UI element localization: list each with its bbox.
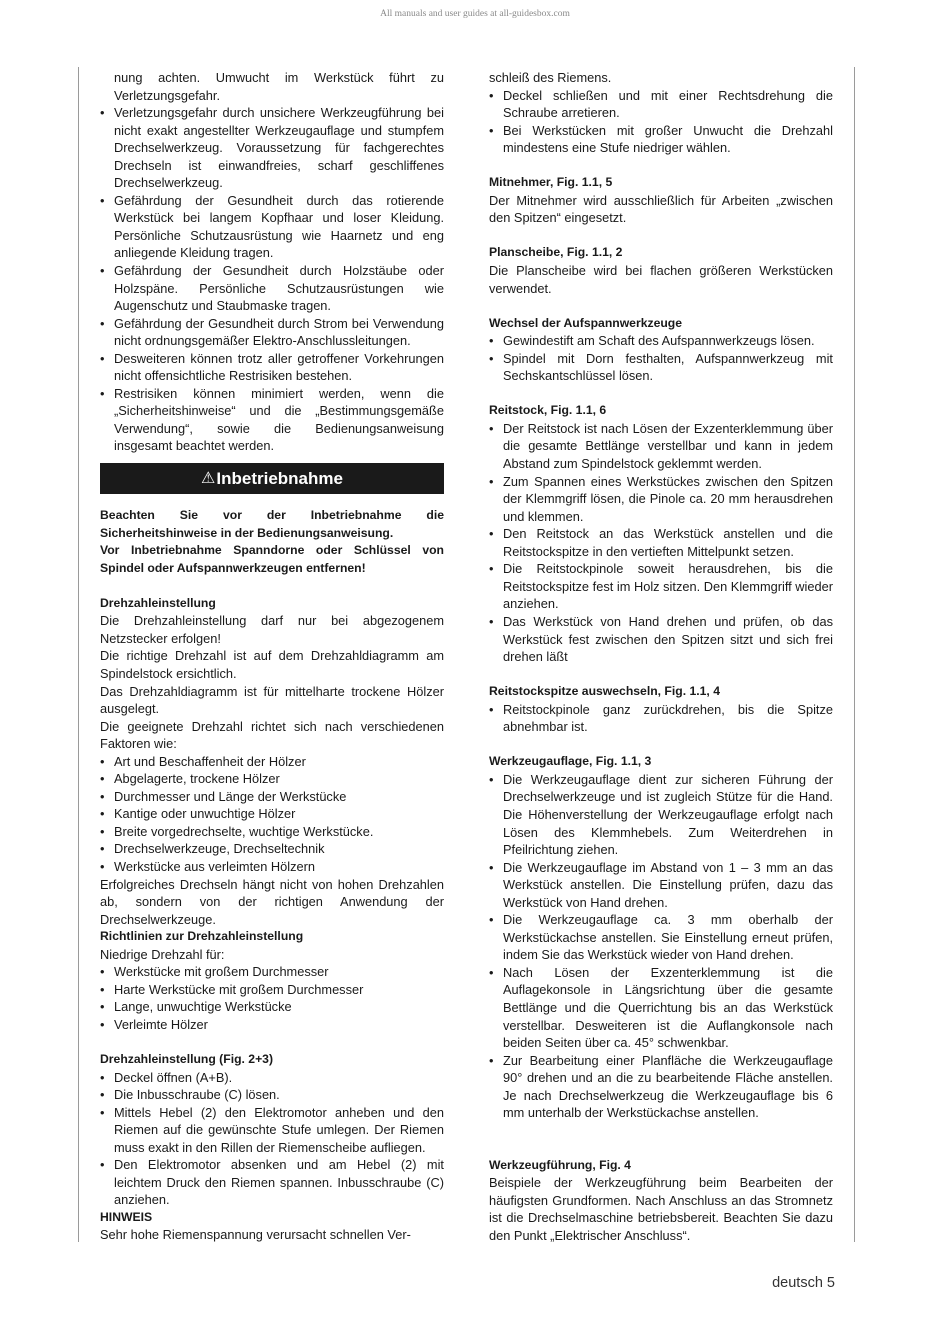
list-item: • Werkstücke mit großem Durchmesser <box>100 963 444 981</box>
intro-continuation: nung achten. Umwucht im Werkstück führt zu Verletzungsgefahr. <box>114 70 444 103</box>
list-item: • Der Reitstock ist nach Lösen der Exzenterklemmung über die gesamte Bettlänge verstellbar und kann in jedem Abstand zum Spindelstock geklemmt werden. <box>489 420 833 473</box>
section-heading: Mitnehmer, Fig. 1.1, 5 <box>489 175 613 190</box>
right-column <box>489 69 833 1245</box>
reitstock-list <box>489 420 833 666</box>
list-item: • Die Reitstockpinole soweit herausdrehen, bis die Reitstockspitze fest im Holz sitzen. Den Klemmgriff wieder anziehen. <box>489 560 833 613</box>
list-item: • Spindel mit Dorn festhalten, Aufspannwerkzeug mit Sechskantschlüssel lösen. <box>489 350 833 385</box>
speed-steps-list <box>100 1069 444 1209</box>
spitze-list <box>489 701 833 736</box>
section-heading: Reitstock, Fig. 1.1, 6 <box>489 403 607 418</box>
list-item: • Reitstockpinole ganz zurückdrehen, bis die Spitze abnehmbar ist. <box>489 701 833 736</box>
list-item: • Harte Werkstücke mit großem Durchmesser <box>100 981 444 999</box>
section-heading: Richtlinien zur Drehzahleinstellung <box>100 929 304 944</box>
list-item: • Lange, unwuchtige Werkstücke <box>100 998 444 1016</box>
paragraph: Der Mitnehmer wird ausschließlich für Arbeiten „zwischen den Spitzen“ eingesetzt. <box>489 192 833 226</box>
auflage-list <box>489 771 833 1122</box>
safety-note: Beachten Sie vor der Inbetriebnahme die Sicherheitshinweise in der Bedienungsanweisung. <box>100 508 444 540</box>
hint-heading: HINWEIS <box>100 1209 153 1224</box>
page-number: deutsch 5 <box>772 1275 835 1291</box>
paragraph: Beispiele der Werkzeugführung beim Bearbeiten der häufigsten Grundformen. Nach Anschluss an das Stromnetz ist die Drechselmaschine betriebsbereit. Beachten Sie dazu den Punkt „Elektrischer Anschluss“. <box>489 1175 833 1243</box>
paragraph: Das Drehzahldiagramm ist für mittelharte trockene Hölzer ausgelegt. <box>100 683 444 717</box>
list-item: • Zur Bearbeitung einer Planfläche die Werkzeugauflage 90° drehen und an die zu bearbeitende Fläche anstellen. Je nach Drechselwerkzeug die Werkzeugauflage bis 6 mm unterhalb der Werkstückachse anstellen. <box>489 1052 833 1122</box>
factor-list <box>100 753 444 876</box>
paragraph: Die Drehzahleinstellung darf nur bei abgezogenem Netzstecker erfolgen! <box>100 613 444 646</box>
paragraph: Die richtige Drehzahl ist auf dem Drehzahldiagramm am Spindelstock ersichtlich. <box>100 648 444 681</box>
list-item: • Die Inbusschraube (C) lösen. <box>100 1086 444 1104</box>
list-item: • Deckel öffnen (A+B). <box>100 1069 444 1087</box>
list-item: • Gefährdung der Gesundheit durch das rotierende Werkstück bei langem Kopfhaar und loser Kleidung. Persönliche Schutzausrüstung wie Haarnetz und eng anliegende Kleidung tragen. <box>100 192 444 262</box>
paragraph: Die geeignete Drehzahl richtet sich nach verschiedenen Faktoren wie: <box>100 718 444 752</box>
list-item: • Gewindestift am Schaft des Aufspannwerkzeugs lösen. <box>489 332 833 350</box>
section-heading: Wechsel der Aufspannwerkzeuge <box>489 315 683 330</box>
list-item: • Gefährdung der Gesundheit durch Holzstäube oder Holzspäne. Persönliche Schutzausrüstungen wie Augenschutz und Staubmaske tragen. <box>100 262 444 315</box>
list-item: • Durchmesser und Länge der Werkstücke <box>100 788 444 806</box>
paragraph: schleiß des Riemens. <box>489 70 612 85</box>
list-item: • Nach Lösen der Exzenterklemmung ist die Auflagekonsole in Längsrichtung über die gesamte Bettlänge und die Querrichtung bis an das Werkstück verstellbar. Desweiteren ist die Auflangkonsole nach beiden Seiten über ca. 45° schwenkbar. <box>489 964 833 1052</box>
risk-list <box>100 104 444 455</box>
list-item: • Die Werkzeugauflage ca. 3 mm oberhalb der Werkstückachse anstellen. Sie Einstellung erneut prüfen, indem Sie das Werkstück wieder von Hand drehen. <box>489 911 833 964</box>
list-item: • Kantige oder unwuchtige Hölzer <box>100 805 444 823</box>
right-margin-rule <box>854 67 855 1242</box>
list-item: • Das Werkstück von Hand drehen und prüfen, ob das Werkstück fest zwischen den Spitzen sitzt und sich frei drehen läßt <box>489 613 833 666</box>
section-heading: Drehzahleinstellung <box>100 595 216 610</box>
section-heading: Drehzahleinstellung (Fig. 2+3) <box>100 1051 274 1066</box>
list-item: • Restrisiken können minimiert werden, wenn die „Sicherheitshinweise“ und die „Bestimmungsgemäße Verwendung“, sowie die Bedienungsanweisung insgesamt beachtet werden. <box>100 385 444 455</box>
paragraph: Niedrige Drehzahl für: <box>100 946 225 962</box>
list-item: • Den Elektromotor absenken und am Hebel (2) mit leichtem Druck den Riemen spannen. Inbusschraube (C) anziehen. <box>100 1156 444 1209</box>
paragraph: Sehr hohe Riemenspannung verursacht schnellen Ver- <box>100 1227 411 1243</box>
list-item: • Bei Werkstücken mit großer Unwucht die Drehzahl mindestens eine Stufe niedriger wählen. <box>489 122 833 157</box>
list-item: • Die Werkzeugauflage im Abstand von 1 – 3 mm an das Werkstück anstellen. Die Einstellung prüfen, dazu das Werkstück von Hand drehen. <box>489 859 833 912</box>
list-item: • Zum Spannen eines Werkstückes zwischen den Spitzen der Klemmgriff lösen, die Pinole ca. 20 mm herausdrehen und klemmen. <box>489 473 833 526</box>
paragraph: Die Planscheibe wird bei flachen größeren Werkstücken verwendet. <box>489 263 833 296</box>
left-column <box>100 69 444 1244</box>
left-margin-rule <box>78 67 79 1242</box>
warning-icon: ⚠ <box>201 469 216 487</box>
section-heading: Werkzeugauflage, Fig. 1.1, 3 <box>489 754 652 769</box>
list-item: • Den Reitstock an das Werkstück anstellen und die Reitstockspitze in den vertieften Mittelpunkt setzen. <box>489 525 833 560</box>
list-item: • Abgelagerte, trockene Hölzer <box>100 770 444 788</box>
list-item: • Desweiteren können trotz aller getroffener Vorkehrungen nicht offensichtliche Restrisiken bestehen. <box>100 350 444 385</box>
wechsel-list <box>489 332 833 385</box>
low-speed-list <box>100 963 444 1033</box>
paragraph: Erfolgreiches Drechseln hängt nicht von hohen Drehzahlen ab, sondern von der richtigen Anwendung der Drechselwerkzeuge. <box>100 876 444 927</box>
section-heading: Reitstockspitze auswechseln, Fig. 1.1, 4 <box>489 684 720 699</box>
list-item: • Art und Beschaffenheit der Hölzer <box>100 753 444 771</box>
watermark: All manuals and user guides at all-guidesbox.com <box>380 9 570 19</box>
list-item: • Verleimte Hölzer <box>100 1016 444 1034</box>
list-item: • Mittels Hebel (2) den Elektromotor anheben und den Riemen auf die gewünschte Stufe umlegen. Der Riemen muss exakt in den Rillen der Riemenscheibe aufliegen. <box>100 1104 444 1157</box>
section-heading: Werkzeugführung, Fig. 4 <box>489 1157 631 1172</box>
safety-note: Vor Inbetriebnahme Spanndorne oder Schlüssel von Spindel oder Aufspannwerkzeugen entfernen! <box>100 543 444 575</box>
section-heading: Planscheibe, Fig. 1.1, 2 <box>489 245 623 260</box>
list-item: • Deckel schließen und mit einer Rechtsdrehung die Schraube arretieren. <box>489 87 833 122</box>
list-item: • Verletzungsgefahr durch unsichere Werkzeugführung bei nicht exakt angestellter Werkzeugauflage und stumpfem Drechselwerkzeug. Voraussetzung für fachgerechtes Drechseln ist einwandfreies, scharf geschliffenes Drechselwerkzeug. <box>100 104 444 192</box>
list-item: • Gefährdung der Gesundheit durch Strom bei Verwendung nicht ordnungsgemäßer Elektro-Anschlussleitungen. <box>100 315 444 350</box>
section-banner <box>100 463 444 494</box>
list-item: • Die Werkzeugauflage dient zur sicheren Führung der Drechselwerkzeuge und ist zugleich Stütze für die Hand. Die Höhenverstellung der Werkzeugauflage erfolgt nach Lösen des Klemmhebels. Zum Weiterdrehen in Pfeilrichtung ziehen. <box>489 771 833 859</box>
list-item: • Drechselwerkzeuge, Drechseltechnik <box>100 840 444 858</box>
banner-title: Inbetriebnahme <box>216 468 343 488</box>
list-item: • Werkstücke aus verleimten Hölzern <box>100 858 444 876</box>
cont-list <box>489 87 833 157</box>
list-item: • Breite vorgedrechselte, wuchtige Werkstücke. <box>100 823 444 841</box>
